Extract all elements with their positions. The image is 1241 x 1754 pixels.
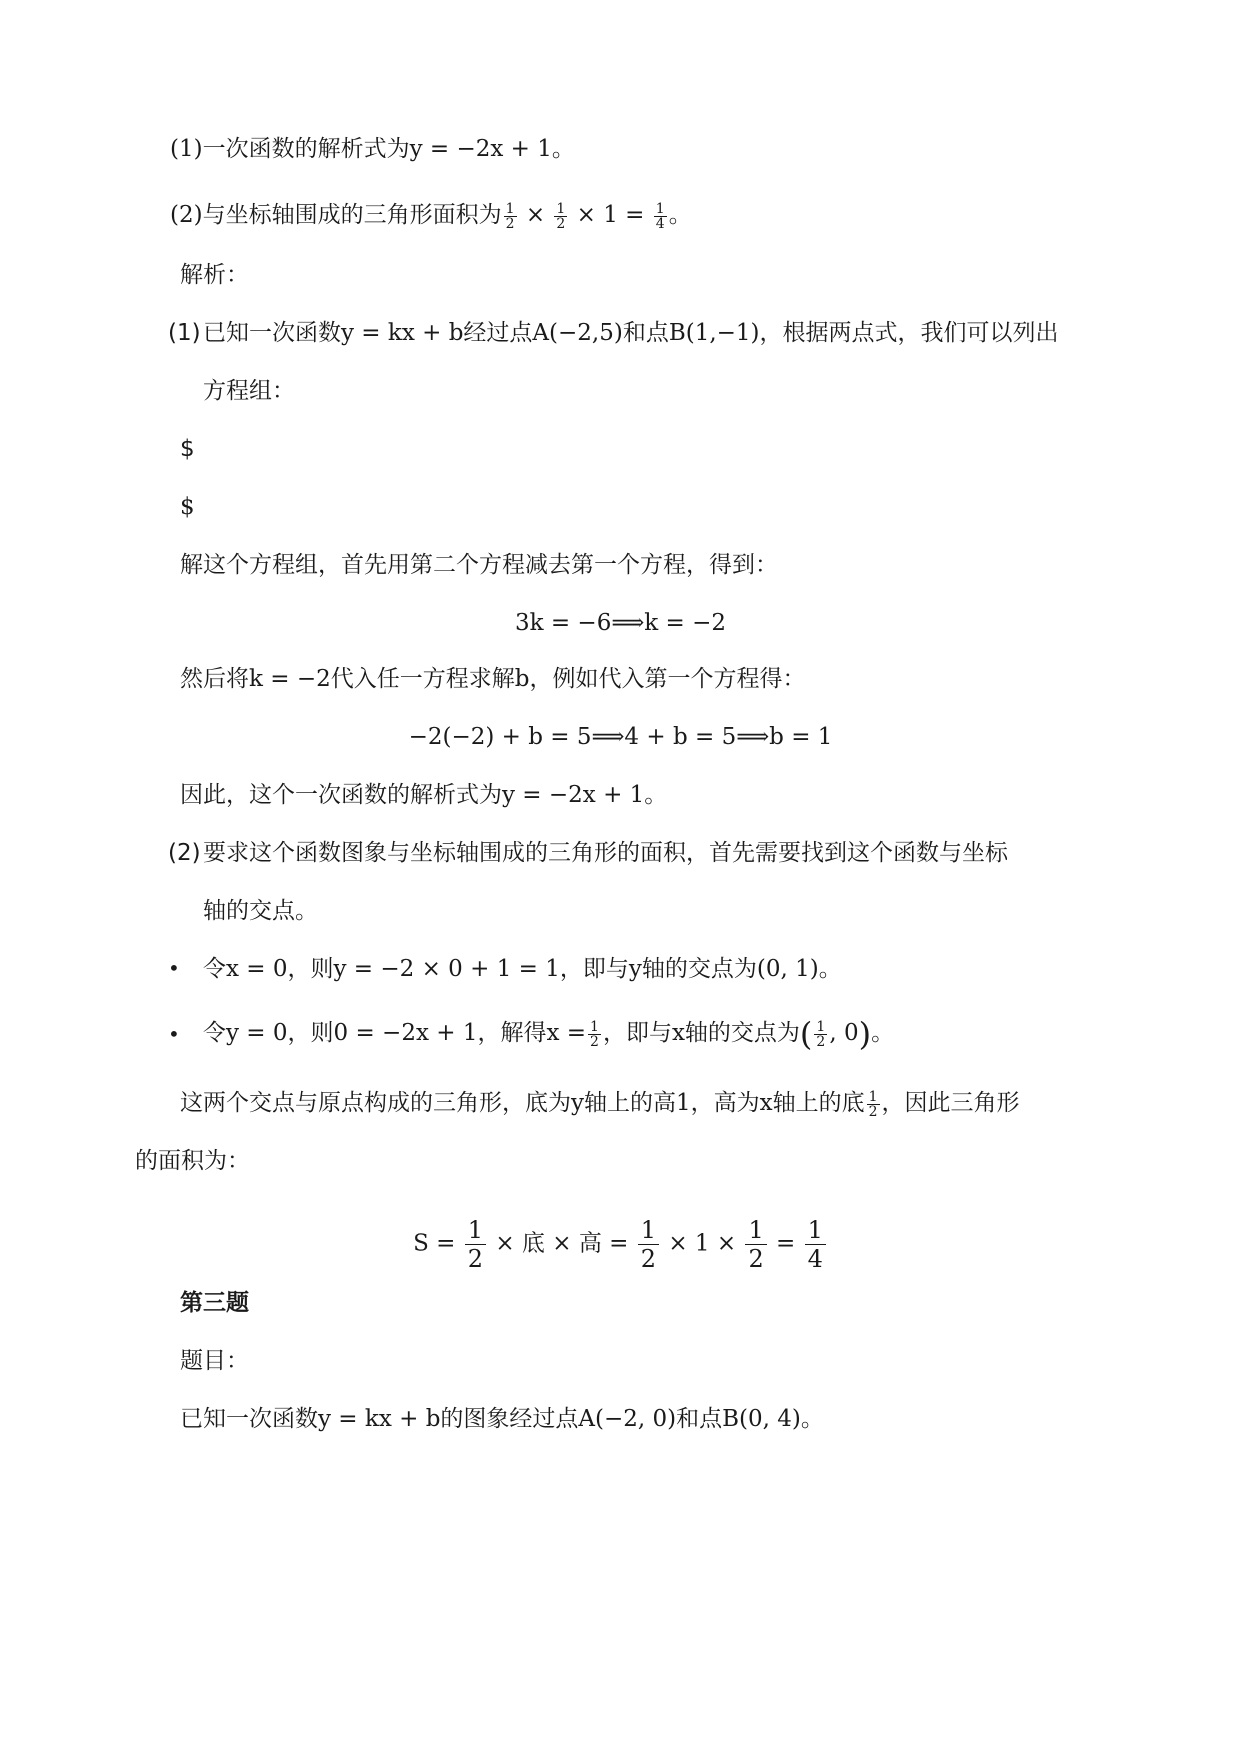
- fraction-quarter: $\frac{1}{4}$: [655, 200, 665, 232]
- bullet-2: 令y = 0，则0 = −2x + 1，解得x = $\frac{1}{2}$ ，即与x轴的交点为( $\frac{1}{2}$ , 0)。: [203, 1015, 895, 1053]
- fraction-half: $\frac{1}{2}$: [465, 1218, 486, 1271]
- question-3-label: 题目：: [180, 1348, 249, 1374]
- fraction-half: $\frac{1}{2}$: [556, 200, 566, 232]
- fraction-half: $\frac{1}{2}$: [638, 1218, 659, 1271]
- answer-2: (2)与坐标轴围成的三角形面积为 $\frac{1}{2}$ × $\frac{1}{2}$ × 1 = $\frac{1}{4}$ 。: [170, 200, 692, 232]
- solve-intro: 解这个方程组，首先用第二个方程减去第一个方程，得到：: [180, 552, 778, 578]
- item-2-number: (2): [168, 840, 201, 866]
- item-2-line-2: 轴的交点。: [203, 898, 318, 924]
- question-3-heading: 第三题: [180, 1290, 249, 1316]
- item-1-line-2: 方程组：: [203, 378, 295, 404]
- bullet-1: 令x = 0，则y = −2 × 0 + 1 = 1，即与y轴的交点为(0, 1)。: [203, 956, 842, 982]
- substitute-text: 然后将k = −2代入任一方程求解b，例如代入第一个方程得：: [180, 666, 806, 692]
- triangle-line-2: 的面积为：: [135, 1148, 250, 1174]
- fraction-quarter: $\frac{1}{4}$: [805, 1218, 826, 1271]
- triangle-line-1: 这两个交点与原点构成的三角形，底为y轴上的高1，高为x轴上的底 $\frac{1}{2}$ ，因此三角形: [180, 1088, 1020, 1120]
- item-1-line-1: 已知一次函数y = kx + b经过点A(−2,5)和点B(1,−1)，根据两点式，我们可以列出: [203, 320, 1059, 346]
- question-3-text: 已知一次函数y = kx + b的图象经过点A(−2, 0)和点B(0, 4)。: [180, 1406, 824, 1432]
- fraction-half: $\frac{1}{2}$: [505, 200, 515, 232]
- bullet-marker: •: [168, 1022, 180, 1046]
- fraction-half: $\frac{1}{2}$: [590, 1018, 599, 1050]
- fraction-half: $\frac{1}{2}$: [816, 1018, 826, 1050]
- area-equation: S = $\frac{1}{2}$ × 底 × 高 = $\frac{1}{2}$ × 1 × $\frac{1}{2}$ = $\frac{1}{4}$: [0, 1218, 1241, 1271]
- fraction-half: $\frac{1}{2}$: [745, 1218, 766, 1271]
- analysis-label: 解析：: [180, 262, 249, 288]
- conclusion: 因此，这个一次函数的解析式为y = −2x + 1。: [180, 782, 668, 808]
- fraction-half: $\frac{1}{2}$: [868, 1088, 878, 1120]
- dollar-sign: $: [180, 436, 195, 462]
- item-2-line-1: 要求这个函数图象与坐标轴围成的三角形的面积，首先需要找到这个函数与坐标: [203, 840, 1008, 866]
- dollar-sign: $: [180, 494, 195, 520]
- equation-k: 3k = −6⟹k = −2: [514, 610, 727, 636]
- answer-1: (1)一次函数的解析式为y = −2x + 1。: [170, 136, 575, 162]
- equation-b: −2(−2) + b = 5⟹4 + b = 5⟹b = 1: [408, 724, 833, 750]
- bullet-marker: •: [168, 956, 180, 980]
- item-1-number: (1): [168, 320, 201, 346]
